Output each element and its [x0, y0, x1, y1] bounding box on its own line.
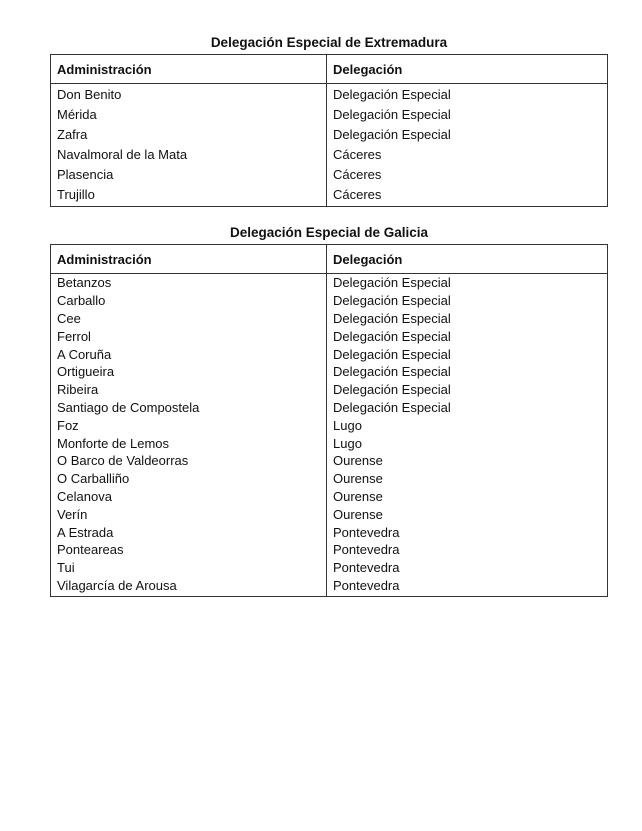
cell-administracion: O Barco de Valdeorras	[57, 453, 189, 469]
cell-delegacion: Ourense	[327, 505, 608, 523]
table-row	[51, 327, 608, 345]
table-row	[51, 363, 608, 381]
cell-delegacion: Delegación Especial	[327, 310, 608, 328]
cell-delegacion: Delegación Especial	[327, 345, 608, 363]
cell-delegacion: Ourense	[327, 452, 608, 470]
cell-delegacion: Pontevedra	[327, 523, 608, 541]
cell-delegacion: Cáceres	[327, 164, 608, 184]
table-header-row	[51, 245, 608, 274]
table-row	[51, 488, 608, 506]
table-row	[51, 523, 608, 541]
cell-delegacion: Ourense	[327, 488, 608, 506]
table-row	[51, 84, 608, 105]
cell-delegacion: Delegación Especial	[327, 274, 608, 292]
table-title-extremadura: Delegación Especial de Extremadura	[210, 35, 448, 50]
table-row	[51, 416, 608, 434]
table-row	[51, 505, 608, 523]
cell-delegacion: Lugo	[327, 416, 608, 434]
column-header-delegacion: Delegación	[327, 245, 608, 274]
table-row	[51, 452, 608, 470]
table-galicia	[50, 244, 608, 597]
table-row	[51, 434, 608, 452]
table-row	[51, 184, 608, 207]
cell-administracion: Celanova	[57, 488, 112, 504]
column-header-administracion: Administración	[51, 55, 327, 84]
table-title-galicia: Delegación Especial de Galicia	[229, 225, 429, 240]
table-row	[51, 292, 608, 310]
cell-administracion: A Estrada	[57, 524, 114, 540]
cell-administracion: Carballo	[57, 293, 106, 309]
cell-administracion: Betanzos	[57, 275, 112, 291]
cell-delegacion: Cáceres	[327, 144, 608, 164]
table-row	[51, 345, 608, 363]
table-row	[51, 399, 608, 417]
cell-delegacion: Pontevedra	[327, 577, 608, 597]
cell-administracion: O Carballiño	[57, 471, 130, 487]
cell-administracion: Vilagarcía de Arousa	[57, 577, 177, 593]
table-row	[51, 577, 608, 597]
table-row	[51, 559, 608, 577]
cell-delegacion: Pontevedra	[327, 559, 608, 577]
cell-delegacion: Cáceres	[327, 184, 608, 207]
cell-delegacion: Delegación Especial	[327, 381, 608, 399]
column-header-delegacion: Delegación	[327, 55, 608, 84]
column-header-administracion: Administración	[51, 245, 327, 274]
cell-delegacion: Delegación Especial	[327, 84, 608, 105]
table-row	[51, 274, 608, 292]
cell-administracion: Trujillo	[57, 186, 95, 202]
cell-delegacion: Pontevedra	[327, 541, 608, 559]
table-row	[51, 164, 608, 184]
table-row	[51, 541, 608, 559]
cell-delegacion: Delegación Especial	[327, 363, 608, 381]
cell-administracion: Foz	[57, 417, 79, 433]
cell-delegacion: Delegación Especial	[327, 327, 608, 345]
table-row	[51, 470, 608, 488]
table-row	[51, 124, 608, 144]
cell-administracion: Plasencia	[57, 166, 114, 182]
cell-delegacion: Delegación Especial	[327, 104, 608, 124]
cell-delegacion: Delegación Especial	[327, 399, 608, 417]
cell-delegacion: Delegación Especial	[327, 124, 608, 144]
cell-administracion: Ponteareas	[57, 542, 124, 558]
cell-administracion: Ferrol	[57, 328, 91, 344]
cell-administracion: Ortigueira	[57, 364, 115, 380]
table-row	[51, 144, 608, 164]
table-header-row	[51, 55, 608, 84]
cell-delegacion: Delegación Especial	[327, 292, 608, 310]
cell-administracion: A Coruña	[57, 346, 112, 362]
cell-administracion: Monforte de Lemos	[57, 435, 170, 451]
cell-administracion: Santiago de Compostela	[57, 399, 200, 415]
cell-administracion: Ribeira	[57, 382, 99, 398]
cell-delegacion: Lugo	[327, 434, 608, 452]
cell-delegacion: Ourense	[327, 470, 608, 488]
cell-administracion: Tui	[57, 560, 75, 576]
table-row	[51, 104, 608, 124]
table-row	[51, 381, 608, 399]
cell-administracion: Verín	[57, 506, 88, 522]
cell-administracion: Zafra	[57, 126, 88, 142]
table-row	[51, 310, 608, 328]
cell-administracion: Cee	[57, 310, 81, 326]
cell-administracion: Mérida	[57, 106, 97, 122]
cell-administracion: Navalmoral de la Mata	[57, 146, 188, 162]
table-extremadura	[50, 54, 608, 207]
cell-administracion: Don Benito	[57, 86, 122, 102]
